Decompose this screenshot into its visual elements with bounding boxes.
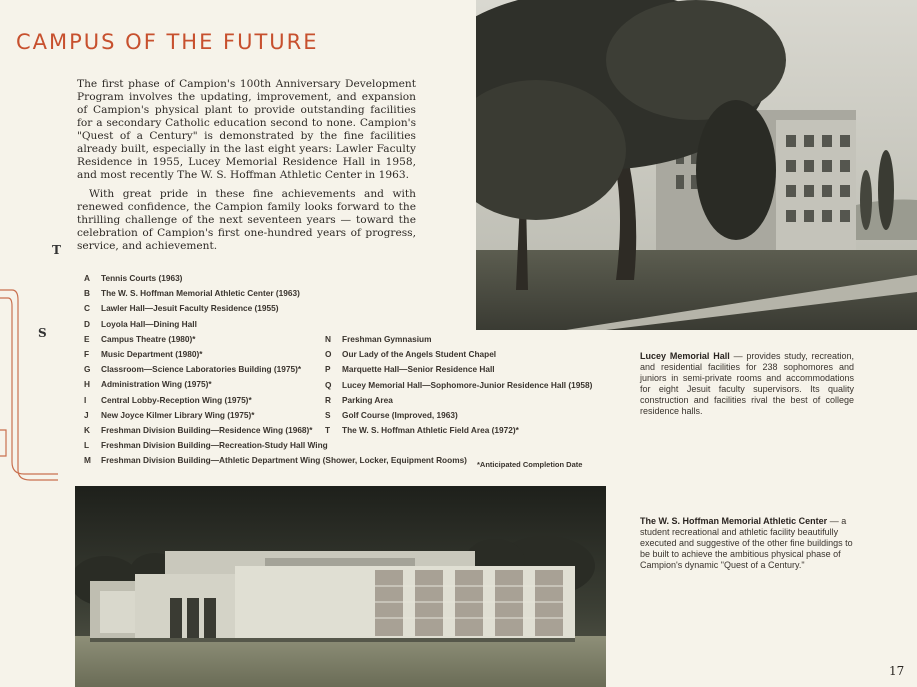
list-item: B The W. S. Hoffman Memorial Athletic Center (1963) bbox=[84, 288, 300, 299]
lucey-hall-photo bbox=[476, 0, 917, 330]
legend-right bbox=[325, 334, 592, 440]
list-item: C Lawler Hall—Jesuit Faculty Residence (1955) bbox=[84, 303, 279, 314]
lucey-caption-text: — provides study, recreation, and residential facilities for 238 sophomores and juniors in semi-private rooms and accommodations for eight Jesuit faculty supervisors. Its quality construction and facilities rival the best of college residence halls. bbox=[640, 351, 855, 416]
list-item: A Tennis Courts (1963) bbox=[84, 273, 183, 283]
hoffman-caption-text: — a student recreational and athletic facility beautifully executed and suggestive of the other fine buildings to be built to achieve the ambitious physical phase of Campion's dynamic "Quest of a Century." bbox=[640, 516, 853, 570]
intro-paragraph-2: With great pride in these fine achievements and with renewed confidence, the Campion family looks forward to the thrilling challenge of the next seventeen years — toward the celebration of Campion's first one-hundred years of progress, service, and achievement. bbox=[77, 188, 416, 252]
map-fragment bbox=[0, 280, 70, 500]
list-item: D Loyola Hall—Dining Hall bbox=[84, 318, 197, 329]
hoffman-caption bbox=[640, 516, 854, 571]
list-item: L Freshman Division Building—Recreation-Study Hall Wing bbox=[84, 440, 328, 451]
list-item: R Parking Area bbox=[325, 394, 393, 405]
lucey-caption bbox=[640, 351, 854, 417]
lucey-caption-title: Lucey Memorial Hall bbox=[640, 351, 730, 361]
list-item: P Marquette Hall—Senior Residence Hall bbox=[325, 364, 495, 375]
intro-text bbox=[77, 78, 416, 259]
list-item: M Freshman Division Building—Athletic Department Wing (Shower, Locker, Equipment Rooms) bbox=[84, 455, 467, 466]
list-item: N Freshman Gymnasium bbox=[325, 334, 432, 344]
page-title: CAMPUS OF THE FUTURE bbox=[16, 30, 319, 54]
hoffman-center-photo bbox=[75, 486, 606, 687]
completion-date-note: *Anticipated Completion Date bbox=[477, 460, 583, 469]
map-letter-s: S bbox=[38, 326, 47, 340]
list-item: I Central Lobby-Reception Wing (1975)* bbox=[84, 394, 252, 405]
hoffman-caption-title: The W. S. Hoffman Memorial Athletic Center bbox=[640, 516, 828, 526]
list-item: F Music Department (1980)* bbox=[84, 348, 203, 359]
list-item: K Freshman Division Building—Residence Wing (1968)* bbox=[84, 424, 313, 435]
list-item: E Campus Theatre (1980)* bbox=[84, 333, 196, 344]
intro-paragraph-1: The first phase of Campion's 100th Anniversary Development Program involves the updating, improvement, and expansion of Campion's physical plant to provide outstanding facilities for a secondary Catholic education second to none. Campion's "Quest of a Century" is demonstrated by the fine facilities already built, especially in the last eight years: Lawler Faculty Residence in 1955, Lucey Memorial Residence Hall in 1958, and most recently The W. S. Hoffman Athletic Center in 1963. bbox=[77, 78, 416, 181]
list-item: O Our Lady of the Angels Student Chapel bbox=[325, 349, 497, 360]
list-item: Q Lucey Memorial Hall—Sophomore-Junior Residence Hall (1958) bbox=[325, 379, 593, 390]
list-item: S Golf Course (Improved, 1963) bbox=[325, 409, 458, 420]
list-item: H Administration Wing (1975)* bbox=[84, 379, 212, 390]
list-item: T The W. S. Hoffman Athletic Field Area (1972)* bbox=[325, 425, 519, 436]
map-letter-t: T bbox=[52, 243, 61, 257]
list-item: G Classroom—Science Laboratories Building (1975)* bbox=[84, 364, 302, 375]
list-item: J New Joyce Kilmer Library Wing (1975)* bbox=[84, 409, 255, 420]
page-number: 17 bbox=[889, 664, 905, 678]
